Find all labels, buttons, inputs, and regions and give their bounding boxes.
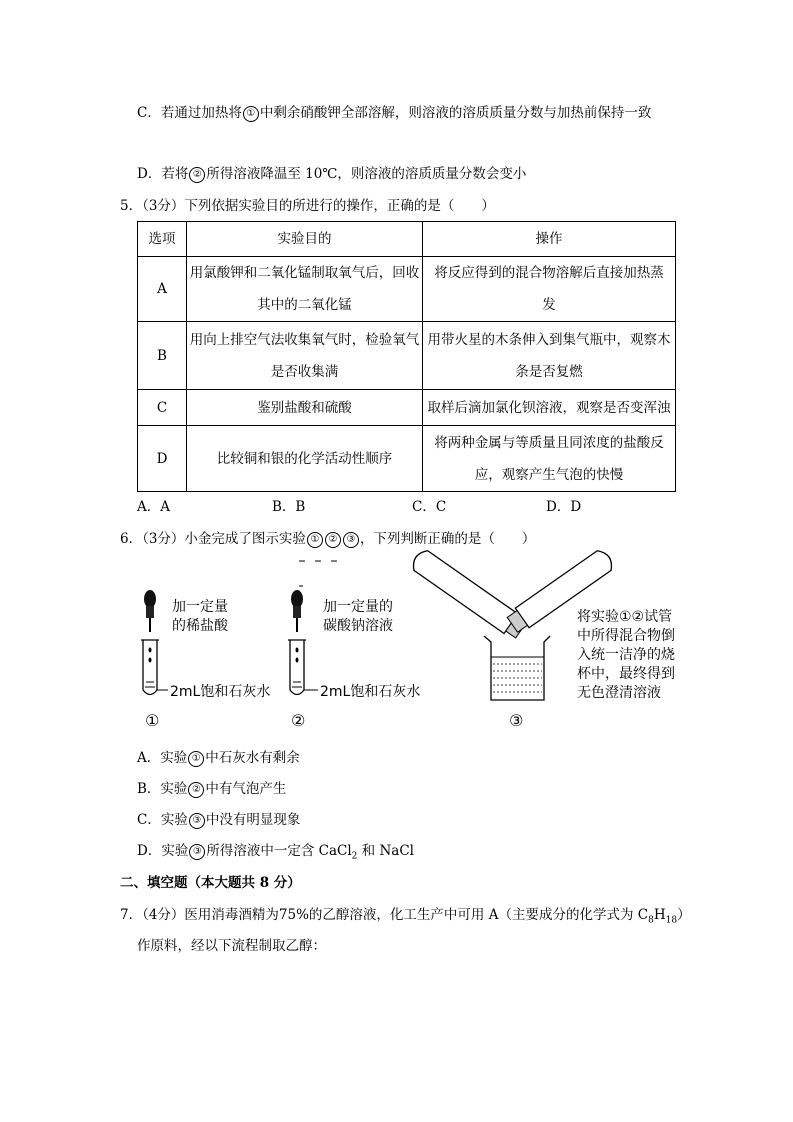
- q5-choice-d: D．D: [546, 499, 582, 515]
- opt-prefix: D．实验: [137, 843, 189, 859]
- q6-stem-text2: ，下列判断正确的是（ ）: [359, 531, 536, 547]
- circle-number: ③: [343, 532, 359, 548]
- circle-number: ②: [325, 532, 341, 548]
- opt-prefix: A．实验: [137, 750, 188, 766]
- q7-line1: [120, 906, 691, 930]
- purpose-line: 是否收集满: [270, 363, 339, 380]
- q5-choice-c: C．C: [412, 499, 447, 515]
- q4-c-text1: C．若通过加热将: [137, 105, 242, 121]
- row-opt: C: [138, 390, 187, 426]
- q7-text: H: [653, 907, 666, 923]
- purpose-line: 用氯酸钾和二氧化锰制取氧气后，回收: [189, 265, 420, 281]
- desc-line: 杯中，最终得到: [577, 666, 675, 682]
- q5-choice-a: A．A: [137, 499, 170, 515]
- section-heading: 二、填空题（本大题共 8 分）: [120, 875, 301, 891]
- operation-line: 条是否复燃: [515, 363, 583, 380]
- tilted-tube-left: [409, 547, 528, 640]
- figure-label-3: ③: [509, 711, 524, 730]
- opt-prefix: B．实验: [137, 781, 188, 797]
- circle-number: ①: [243, 106, 259, 122]
- subscript: 8: [648, 915, 654, 926]
- row-purpose: 比较铜和银的化学活动性顺序: [187, 426, 423, 492]
- row-opt: A: [138, 257, 187, 322]
- circle-number: ②: [188, 782, 204, 798]
- header-purpose: 实验目的: [187, 222, 423, 257]
- row-purpose: 鉴别盐酸和硫酸: [187, 390, 423, 426]
- header-operation: 操作: [423, 222, 676, 257]
- q4-c-text2: 中剩余硝酸钾全部溶解，则溶液的溶质质量分数与加热前保持一致: [259, 105, 652, 121]
- label-line: 的稀盐酸: [172, 618, 228, 634]
- q7-text: 7．（4分）医用消毒酒精为75%的乙醇溶液，化工生产中可用 A（主要成分的化学式为 C: [120, 907, 649, 923]
- q5-choice-b: B．B: [272, 499, 306, 515]
- desc-line: 中所得混合物倒: [577, 628, 675, 644]
- subscript: 18: [665, 915, 678, 926]
- desc-line: 将实验①②试管: [577, 609, 673, 625]
- test-tube-1: [141, 640, 168, 695]
- q6-option-c: [137, 811, 300, 829]
- q4-d-text1: D．若将: [137, 166, 189, 182]
- desc-line: 无色澄清溶液: [577, 685, 661, 701]
- operation-line: 发: [542, 297, 556, 313]
- q6-option-a: [137, 749, 300, 767]
- dropper-1: [144, 590, 156, 632]
- label-line: 加一定量的: [323, 599, 393, 615]
- operation-line: 将两种金属与等质量且同浓度的盐酸反: [434, 434, 664, 451]
- test-tube-2: [288, 640, 318, 695]
- tube2-bottom-label: 2mL饱和石灰水: [320, 684, 421, 700]
- circle-number: ③: [189, 813, 205, 829]
- emphasis-dashes: [299, 561, 337, 586]
- circle-number: ①: [188, 751, 204, 767]
- q6-option-d: [137, 842, 414, 866]
- purpose-line: 用向上排空气法收集氧气时，检验氧气: [189, 331, 420, 348]
- q6-stem-text: 6．（3分）小金完成了图示实验: [120, 531, 306, 547]
- label-line: 加一定量: [172, 599, 228, 615]
- opt-prefix: C．实验: [137, 812, 188, 828]
- beaker: [484, 636, 550, 700]
- row-operation: 取样后滴加氯化钡溶液，观察是否变浑浊: [423, 390, 676, 426]
- tube1-top-label: [172, 598, 228, 636]
- q5-stem: 5．（3分）下列依据实验目的所进行的操作，正确的是（ ）: [120, 198, 495, 214]
- beaker-description: [577, 608, 675, 703]
- subscript: 2: [351, 851, 358, 862]
- figure-label-1: ①: [145, 711, 160, 730]
- row-opt: B: [138, 322, 187, 390]
- label-line: 碳酸钠溶液: [323, 618, 393, 634]
- header-option: 选项: [138, 222, 187, 257]
- operation-line: 用带火星的木条伸入到集气瓶中，观察木: [427, 331, 671, 348]
- operation-line: 将反应得到的混合物溶解后直接加热蒸: [434, 265, 664, 281]
- circle-number: ①: [307, 532, 323, 548]
- figure-label-2: ②: [291, 711, 306, 730]
- opt-rest: 和 NaCl: [357, 843, 414, 859]
- dropper-2: [291, 590, 303, 632]
- tube2-top-label: [323, 598, 393, 636]
- desc-line: 入统一洁净的烧: [577, 647, 675, 663]
- q7-line2: 作原料，经以下流程制取乙醇：: [137, 938, 326, 954]
- circle-number: ③: [189, 844, 205, 860]
- opt-rest: 中没有明显现象: [205, 812, 301, 828]
- purpose-line: 其中的二氧化锰: [257, 297, 352, 313]
- q7-text: ）: [677, 907, 691, 923]
- opt-rest: 中有气泡产生: [205, 781, 287, 797]
- row-opt: D: [138, 426, 187, 492]
- q6-option-b: [137, 780, 286, 798]
- operation-line: 应，观察产生气泡的快慢: [474, 466, 624, 483]
- opt-rest: 所得溶液中一定含 CaCl: [206, 843, 352, 859]
- tube1-bottom-label: 2mL饱和石灰水: [170, 684, 271, 700]
- q4-d-text2: 所得溶液降温至 10℃，则溶液的溶质质量分数会变小: [206, 166, 527, 182]
- opt-rest: 中石灰水有剩余: [205, 750, 300, 766]
- circle-number: ②: [189, 167, 205, 183]
